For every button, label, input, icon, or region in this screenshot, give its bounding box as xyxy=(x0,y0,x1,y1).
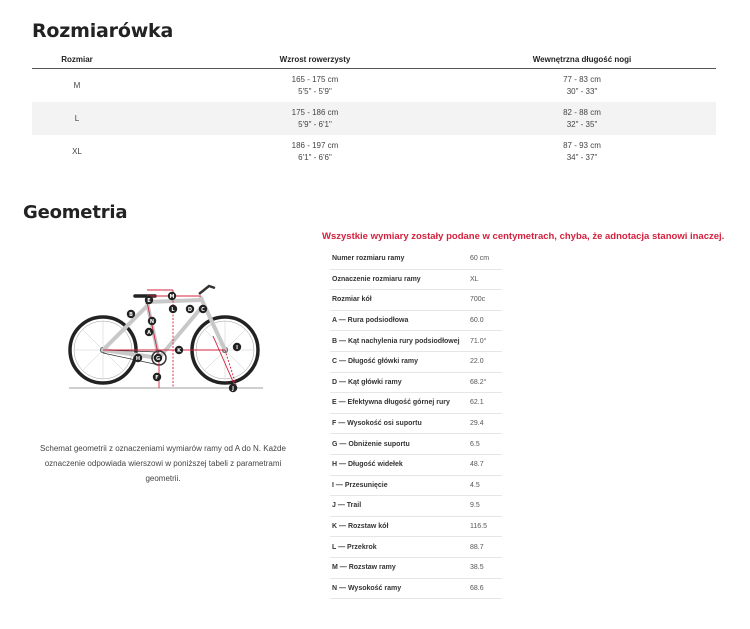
geometry-label: D — Kąt główki ramy xyxy=(332,378,402,386)
svg-text:M: M xyxy=(169,293,175,300)
geometry-label: F — Wysokość osi suportu xyxy=(332,420,422,428)
svg-text:D: D xyxy=(187,306,193,313)
table-row xyxy=(330,517,502,538)
svg-text:E: E xyxy=(147,297,151,304)
geometry-label: M — Rozstaw ramy xyxy=(332,564,396,572)
header-inseam: Wewnętrzna długość nogi xyxy=(532,54,632,64)
geometry-label: L — Przekrok xyxy=(332,543,377,551)
size-chart-title: Rozmiarówka xyxy=(32,20,174,42)
height-ft: 6'1" - 6'6" xyxy=(298,152,332,162)
geometry-value: 700c xyxy=(470,296,486,304)
table-row xyxy=(330,476,502,497)
table-row xyxy=(330,455,502,476)
table-row xyxy=(330,311,502,332)
table-row xyxy=(330,249,502,270)
inseam-cell xyxy=(448,140,716,164)
marker-d xyxy=(186,305,194,313)
marker-n xyxy=(148,317,156,325)
svg-text:C: C xyxy=(201,306,205,313)
height-ft: 5'5" - 5'9" xyxy=(298,86,332,96)
height-cm: 175 - 186 cm xyxy=(291,107,339,117)
geometry-label: G — Obniżenie suportu xyxy=(332,440,410,448)
height-cm: 186 - 197 cm xyxy=(291,140,339,150)
geometry-label: I — Przesunięcie xyxy=(332,481,388,489)
geometry-label: B — Kąt nachylenia rury podsiodłowej xyxy=(332,337,460,345)
table-row xyxy=(32,102,716,135)
marker-k xyxy=(175,346,183,354)
geometry-label: K — Rozstaw kół xyxy=(332,523,389,531)
geometry-label: A — Rura podsiodłowa xyxy=(332,317,409,325)
table-row xyxy=(330,537,502,558)
geometry-value: 4.5 xyxy=(470,481,480,489)
table-row xyxy=(330,290,502,311)
size-cell: L xyxy=(74,114,80,123)
geometry-value: 68.6 xyxy=(470,584,484,592)
inseam-cell xyxy=(448,107,716,131)
geometry-value: 38.5 xyxy=(470,564,484,572)
table-row xyxy=(32,135,716,168)
geometry-label: J — Trail xyxy=(332,502,362,510)
geometry-value: 62.1 xyxy=(470,399,484,407)
table-row xyxy=(330,393,502,414)
geometry-title: Geometria xyxy=(23,202,128,223)
height-cell xyxy=(182,74,448,98)
geometry-table xyxy=(330,249,502,599)
geometry-value: 9.5 xyxy=(470,502,480,510)
units-note: Wszystkie wymiary zostały podane w centymetrach, chyba, że adnotacja stanowi inaczej. xyxy=(322,231,725,242)
marker-b xyxy=(127,310,135,318)
svg-text:L: L xyxy=(171,306,175,313)
header-size: Rozmiar xyxy=(61,54,93,64)
inseam-cell xyxy=(448,74,716,98)
marker-a xyxy=(145,328,153,336)
svg-text:F: F xyxy=(155,374,159,381)
size-cell: M xyxy=(73,81,81,90)
svg-text:A: A xyxy=(147,329,151,336)
geometry-value: 48.7 xyxy=(470,461,484,469)
table-row xyxy=(330,579,502,600)
marker-g xyxy=(154,354,162,362)
inseam-cm: 82 - 88 cm xyxy=(563,107,601,117)
inseam-in: 34" - 37" xyxy=(566,152,598,162)
geometry-value: XL xyxy=(470,275,479,283)
geometry-label: Rozmiar kół xyxy=(332,296,372,304)
svg-text:B: B xyxy=(129,311,133,318)
geometry-value: 88.7 xyxy=(470,543,484,551)
marker-e xyxy=(145,296,153,304)
table-row xyxy=(330,270,502,291)
geometry-value: 6.5 xyxy=(470,440,480,448)
geometry-value: 71.0° xyxy=(470,337,487,345)
header-rider-height: Wzrost rowerzysty xyxy=(279,54,351,64)
inseam-cm: 87 - 93 cm xyxy=(563,140,601,150)
geometry-value: 29.4 xyxy=(470,420,484,428)
marker-j xyxy=(229,384,237,392)
bike-geometry-diagram xyxy=(63,276,273,398)
dimension-lines xyxy=(103,290,237,388)
geometry-label: H — Długość widełek xyxy=(332,461,403,469)
svg-text:H: H xyxy=(135,355,141,362)
bike-frame xyxy=(103,298,225,358)
geometry-value: 60 cm xyxy=(470,255,490,263)
geometry-label: Numer rozmiaru ramy xyxy=(332,255,405,263)
table-row xyxy=(330,414,502,435)
table-row xyxy=(330,352,502,373)
height-cell xyxy=(182,107,448,131)
geometry-label: Oznaczenie rozmiaru ramy xyxy=(332,275,421,283)
table-row xyxy=(330,331,502,352)
geometry-value: 60.0 xyxy=(470,317,484,325)
height-cell xyxy=(182,140,448,164)
geometry-label: N — Wysokość ramy xyxy=(332,584,402,592)
marker-h xyxy=(134,354,142,362)
marker-c xyxy=(199,305,207,313)
marker-f xyxy=(153,373,161,381)
height-cm: 165 - 175 cm xyxy=(291,74,339,84)
svg-text:I: I xyxy=(236,344,238,351)
geometry-label: E — Efektywna długość górnej rury xyxy=(332,399,450,407)
size-chart-header xyxy=(32,50,716,69)
svg-text:N: N xyxy=(149,318,155,325)
marker-m xyxy=(168,292,176,300)
geometry-value: 116.5 xyxy=(470,523,487,531)
inseam-in: 30" - 33" xyxy=(566,86,598,96)
size-cell: XL xyxy=(72,147,82,156)
geometry-value: 22.0 xyxy=(470,358,484,366)
svg-text:J: J xyxy=(232,385,234,392)
table-row xyxy=(330,434,502,455)
inseam-cm: 77 - 83 cm xyxy=(563,74,601,84)
diagram-caption: Schemat geometrii z oznaczeniami wymiarów ramy od A do N. Każde oznaczenie odpowiada wierszowi w poniższej tabeli z parametrami geometrii. xyxy=(40,444,286,483)
table-row xyxy=(32,69,716,102)
inseam-in: 32" - 35" xyxy=(566,119,598,129)
svg-text:K: K xyxy=(177,347,181,354)
table-row xyxy=(330,496,502,517)
marker-l xyxy=(169,305,177,313)
geometry-label: C — Długość główki ramy xyxy=(332,358,418,366)
size-chart-table xyxy=(32,50,716,168)
geometry-value: 68.2° xyxy=(470,378,487,386)
marker-i xyxy=(233,343,241,351)
table-row xyxy=(330,558,502,579)
height-ft: 5'9" - 6'1" xyxy=(298,119,332,129)
table-row xyxy=(330,373,502,394)
svg-text:G: G xyxy=(155,355,161,362)
